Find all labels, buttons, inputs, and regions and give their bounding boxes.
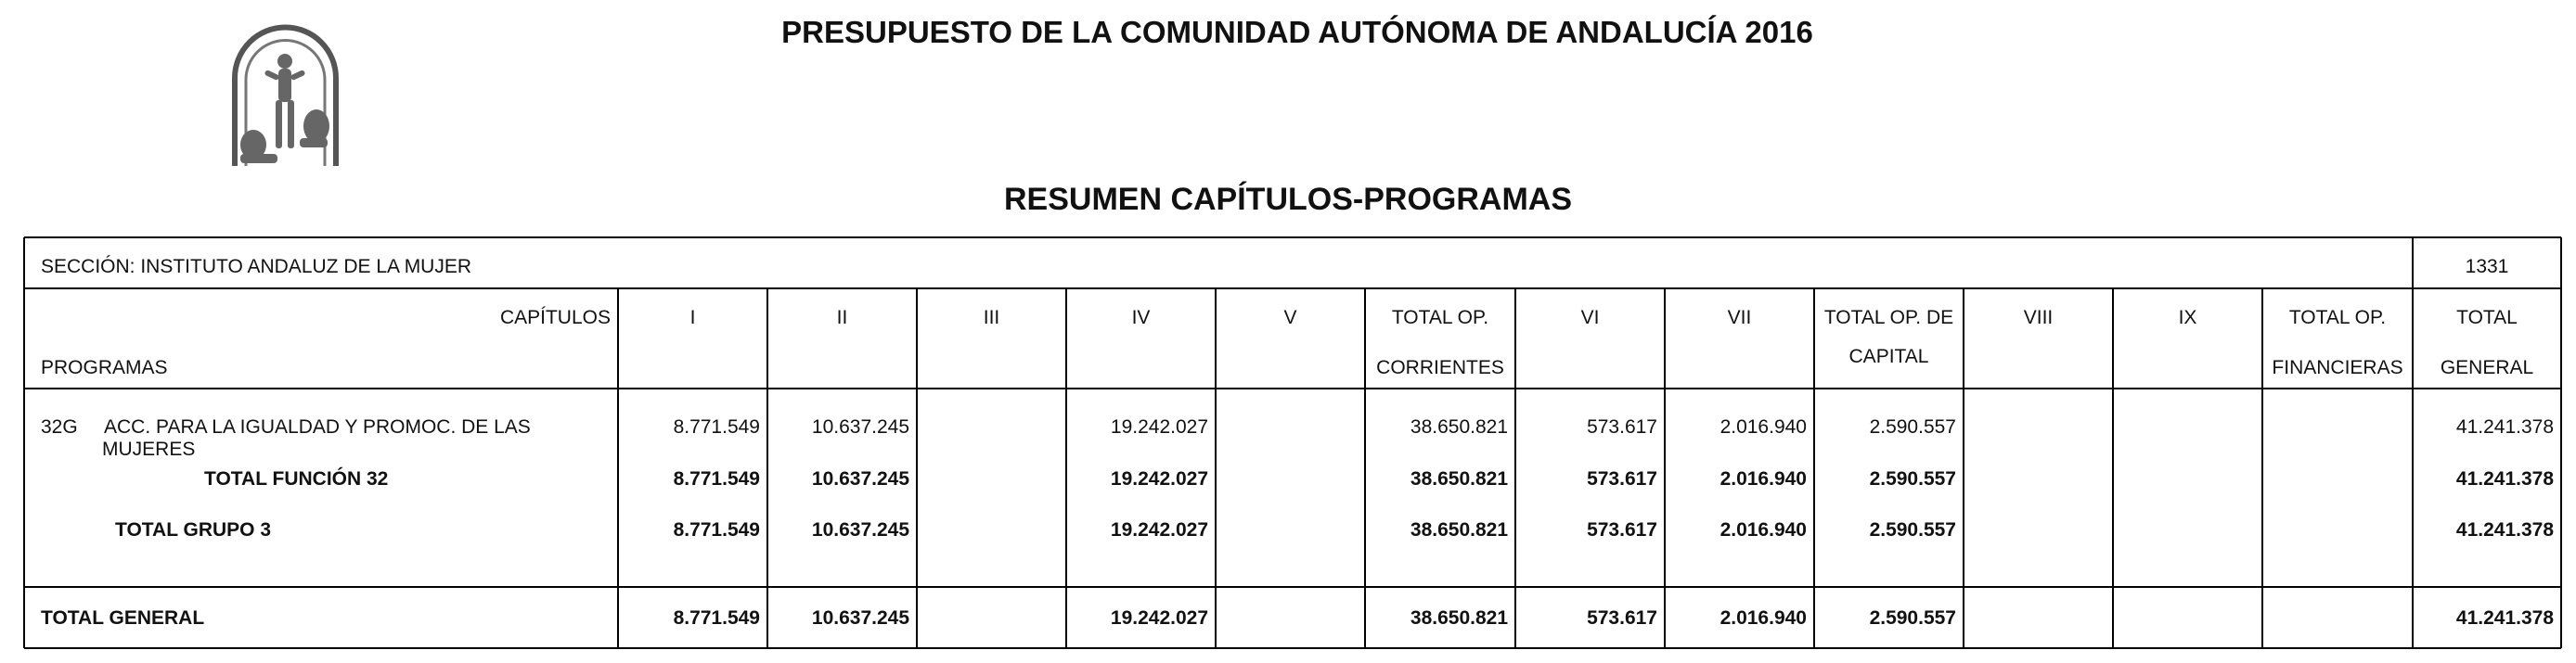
total-grupo-value-total-general: 41.241.378 bbox=[2455, 519, 2554, 541]
header-col-II: II bbox=[836, 307, 848, 328]
header-col-VI: VI bbox=[1580, 307, 1600, 328]
total-funcion-value-I: 8.771.549 bbox=[673, 468, 760, 490]
program-value-total-capital: 2.590.557 bbox=[1869, 416, 1956, 438]
header-total-op-capital-1: TOTAL OP. DE bbox=[1823, 307, 1954, 328]
total-grupo-value-II: 10.637.245 bbox=[811, 519, 909, 541]
program-value-total-corrientes: 38.650.821 bbox=[1410, 416, 1508, 438]
header-col-IX: IX bbox=[2178, 307, 2197, 328]
header-col-V: V bbox=[1283, 307, 1297, 328]
total-grupo-value-IV: 19.242.027 bbox=[1110, 519, 1208, 541]
header-total-op-financieras-1: TOTAL OP. bbox=[2288, 307, 2387, 328]
header-programas: PROGRAMAS bbox=[41, 357, 168, 378]
program-name-line-1: ACC. PARA LA IGUALDAD Y PROMOC. DE LAS bbox=[104, 416, 531, 438]
total-funcion-value-total-general: 41.241.378 bbox=[2455, 468, 2554, 490]
program-value-VII: 2.016.940 bbox=[1719, 416, 1807, 438]
program-value-II: 10.637.245 bbox=[811, 416, 909, 438]
report-subtitle: RESUMEN CAPÍTULOS-PROGRAMAS bbox=[1003, 182, 1573, 217]
program-value-IV: 19.242.027 bbox=[1110, 416, 1208, 438]
header-col-VIII: VIII bbox=[2023, 307, 2054, 328]
header-total-general-1: TOTAL bbox=[2456, 307, 2518, 328]
header-col-I: I bbox=[689, 307, 696, 328]
total-funcion-label: TOTAL FUNCIÓN 32 bbox=[204, 468, 389, 490]
total-grupo-value-VII: 2.016.940 bbox=[1719, 519, 1807, 541]
program-name-line-2: MUJERES bbox=[102, 439, 196, 460]
program-value-VI: 573.617 bbox=[1587, 416, 1657, 438]
total-funcion-value-VII: 2.016.940 bbox=[1719, 468, 1807, 490]
total-general-label: TOTAL GENERAL bbox=[41, 607, 205, 629]
header-total-general-2: GENERAL bbox=[2440, 357, 2534, 378]
header-capitulos: CAPÍTULOS bbox=[499, 307, 611, 328]
header-total-op-corrientes-1: TOTAL OP. bbox=[1391, 307, 1489, 328]
total-general-value-II: 10.637.245 bbox=[811, 607, 909, 629]
total-funcion-value-IV: 19.242.027 bbox=[1110, 468, 1208, 490]
total-funcion-value-II: 10.637.245 bbox=[811, 468, 909, 490]
header-col-III: III bbox=[983, 307, 1000, 328]
total-general-value-VI: 573.617 bbox=[1587, 607, 1657, 629]
total-general-value-total-capital: 2.590.557 bbox=[1869, 607, 1956, 629]
header-total-op-corrientes-2: CORRIENTES bbox=[1376, 357, 1504, 378]
total-funcion-value-total-corrientes: 38.650.821 bbox=[1410, 468, 1508, 490]
total-grupo-value-total-corrientes: 38.650.821 bbox=[1410, 519, 1508, 541]
header-total-op-capital-2: CAPITAL bbox=[1848, 346, 1929, 367]
total-grupo-label: TOTAL GRUPO 3 bbox=[115, 519, 272, 541]
total-grupo-value-I: 8.771.549 bbox=[673, 519, 760, 541]
section-label: SECCIÓN: INSTITUTO ANDALUZ DE LA MUJER bbox=[41, 256, 472, 277]
program-value-total-general: 41.241.378 bbox=[2455, 416, 2554, 438]
header-total-op-financieras-2: FINANCIERAS bbox=[2272, 357, 2403, 378]
section-code: 1331 bbox=[2465, 256, 2509, 277]
total-general-value-I: 8.771.549 bbox=[673, 607, 760, 629]
program-code: 32G bbox=[41, 416, 78, 438]
header-col-IV: IV bbox=[1131, 307, 1151, 328]
total-general-value-total-general: 41.241.378 bbox=[2455, 607, 2554, 629]
total-funcion-value-VI: 573.617 bbox=[1587, 468, 1657, 490]
total-grupo-value-VI: 573.617 bbox=[1587, 519, 1657, 541]
header-col-VII: VII bbox=[1727, 307, 1752, 328]
total-funcion-value-total-capital: 2.590.557 bbox=[1869, 468, 1956, 490]
total-general-value-VII: 2.016.940 bbox=[1719, 607, 1807, 629]
total-general-value-IV: 19.242.027 bbox=[1110, 607, 1208, 629]
total-general-value-total-corrientes: 38.650.821 bbox=[1410, 607, 1508, 629]
page-title: PRESUPUESTO DE LA COMUNIDAD AUTÓNOMA DE ANDALUCÍA 2016 bbox=[781, 15, 1813, 49]
total-grupo-value-total-capital: 2.590.557 bbox=[1869, 519, 1956, 541]
program-value-I: 8.771.549 bbox=[673, 416, 760, 438]
